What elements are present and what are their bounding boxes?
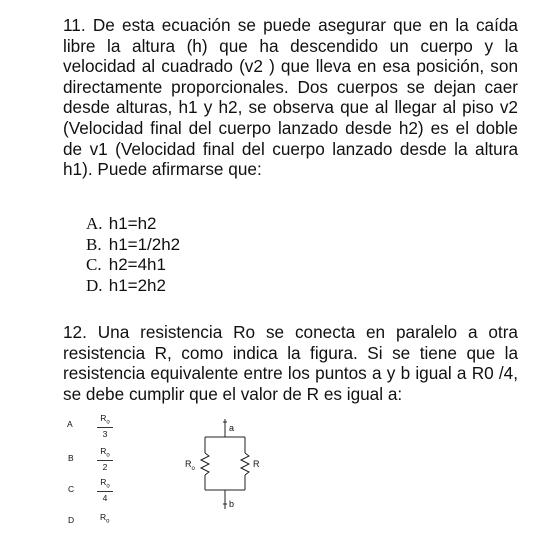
left-resistor-zigzag [201,453,209,475]
left-resistor-label [185,459,195,472]
label-text: R [185,459,192,469]
fraction-denominator: 2 [102,461,108,472]
option-b-fraction [97,446,113,472]
fraction-numerator: R [100,413,107,423]
fraction-numerator: R [100,477,107,487]
option-b-letter: B [68,453,74,463]
option-b [86,235,180,256]
option-letter: B. [86,234,102,254]
fraction-numerator: R [100,446,107,456]
fraction-subscript: o [106,419,110,426]
question-11-text: 11. De esta ecuación se puede asegurar que en la caída libre la altura (h) que ha descendido un cuerpo y la velocidad al cuadrado (v2 ) que lleva en esa posición, son directamente proporcionales. Dos cuerpos se dejan caer desde alturas, h1 y h2, se observa que al llegar al piso v2 (Velocidad final del cuerpo lanzado desde h2) es el doble de v1 (Velocidad final del cuerpo lanzado desde la altura h1). Puede afirmarse que: [63,15,518,180]
option-d-letter: D [68,515,75,525]
option-text: h1=2h2 [108,275,166,295]
value-text: R [100,512,107,522]
option-d [86,276,180,297]
question-11-options [86,214,180,296]
terminal-a-label: a [229,423,235,433]
option-a [86,214,180,235]
option-letter: A. [86,214,103,233]
option-a-letter: A [67,419,73,429]
option-text: h1=h2 [108,214,157,233]
value-subscript: o [106,518,110,525]
fraction-subscript: o [106,483,110,490]
option-c-letter: C [68,484,75,494]
option-text: h2=4h1 [108,255,166,275]
option-c [86,255,180,276]
option-letter: D. [86,275,103,295]
question-12-text: 12. Una resistencia Ro se conecta en paralelo a otra resistencia R, como indica la figura. Si se tiene que la resistencia equivalente entre los puntos a y b igual a R0 /4, se debe cumplir que el valor de R es igual a: [63,322,518,404]
option-d-value [100,512,109,525]
option-text: h1=1/2h2 [108,234,181,254]
label-subscript: o [191,465,195,472]
option-letter: C. [86,255,102,275]
right-resistor-label: R [253,459,260,469]
right-resistor-zigzag [241,453,249,475]
fraction-denominator: 4 [102,492,108,503]
option-a-fraction [97,413,113,439]
fraction-subscript: o [106,452,110,459]
option-c-fraction [97,477,113,503]
terminal-b-label: b [229,499,235,509]
fraction-denominator: 3 [102,428,108,439]
